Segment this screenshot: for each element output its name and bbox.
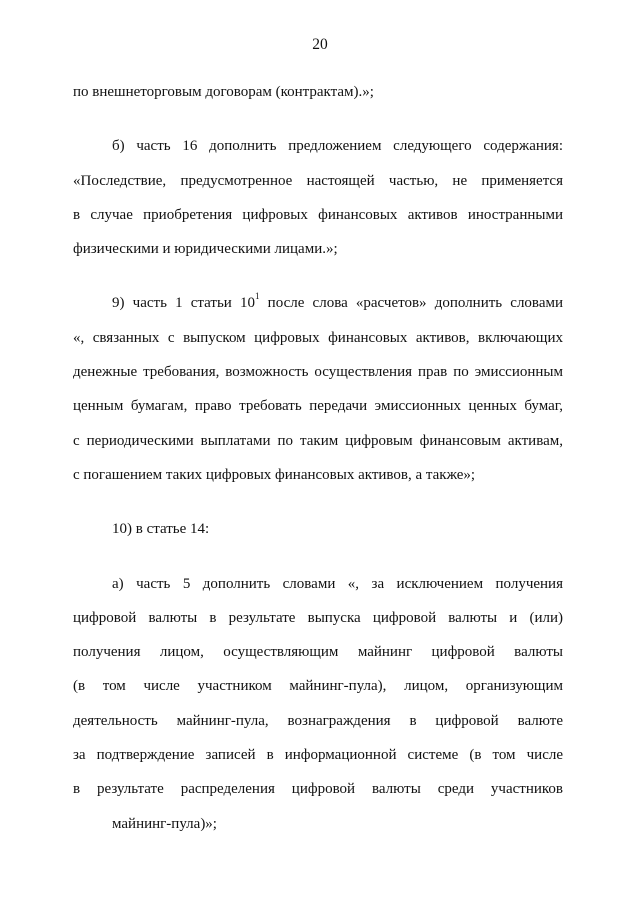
paragraph-item-10 (73, 512, 563, 546)
text-line (73, 286, 563, 320)
text-line: а) часть 5 дополнить словами «, за исключением получения (112, 575, 563, 592)
text-line: «, связанных с выпуском цифровых финансовых активов, включающих (73, 329, 563, 346)
text-line: физическими и юридическими лицами.»; (73, 241, 338, 258)
text-line: б) часть 16 дополнить предложением следующего содержания: (112, 138, 563, 155)
text-fragment: 9) часть 1 статьи 10 (112, 295, 256, 312)
text-line: получения лицом, осуществляющим майнинг цифровой валюты (73, 644, 563, 661)
text-line: «Последствие, предусмотренное настоящей частью, не применяется (73, 172, 563, 189)
paragraph-item-a (73, 567, 563, 841)
document-body (73, 75, 563, 841)
text-line: ценным бумагам, право требовать передачи эмиссионных ценных бумаг, (73, 398, 563, 415)
superscript: 1 (255, 291, 260, 302)
text-line: майнинг-пула)»; (112, 815, 217, 832)
text-line: денежные требования, возможность осуществления прав по эмиссионным (73, 364, 563, 381)
text-line: в результате распределения цифровой валюты среди участников (73, 781, 563, 798)
paragraph-item-9 (73, 286, 563, 492)
text-line: (в том числе участником майнинг-пула), лицом, организующим (73, 678, 563, 695)
page-number: 20 (312, 36, 328, 53)
text-line: цифровой валюты в результате выпуска цифровой валюты и (или) (73, 609, 563, 626)
text-line: 10) в статье 14: (112, 521, 210, 538)
text-line: деятельность майнинг-пула, вознаграждения в цифровой валюте (73, 712, 563, 729)
text-fragment: после слова «расчетов» дополнить словами (259, 295, 563, 312)
text-line: по внешнеторговым договорам (контрактам).»; (73, 84, 374, 100)
text-line: за подтверждение записей в информационной системе (в том числе (73, 747, 563, 764)
paragraph-item-b (73, 129, 563, 266)
text-line: в случае приобретения цифровых финансовых активов иностранными (73, 206, 563, 223)
text-line: с периодическими выплатами по таким цифровым финансовым активам, (73, 432, 563, 449)
paragraph-continuation (73, 75, 563, 109)
text-line: с погашением таких цифровых финансовых активов, а также»; (73, 466, 476, 483)
